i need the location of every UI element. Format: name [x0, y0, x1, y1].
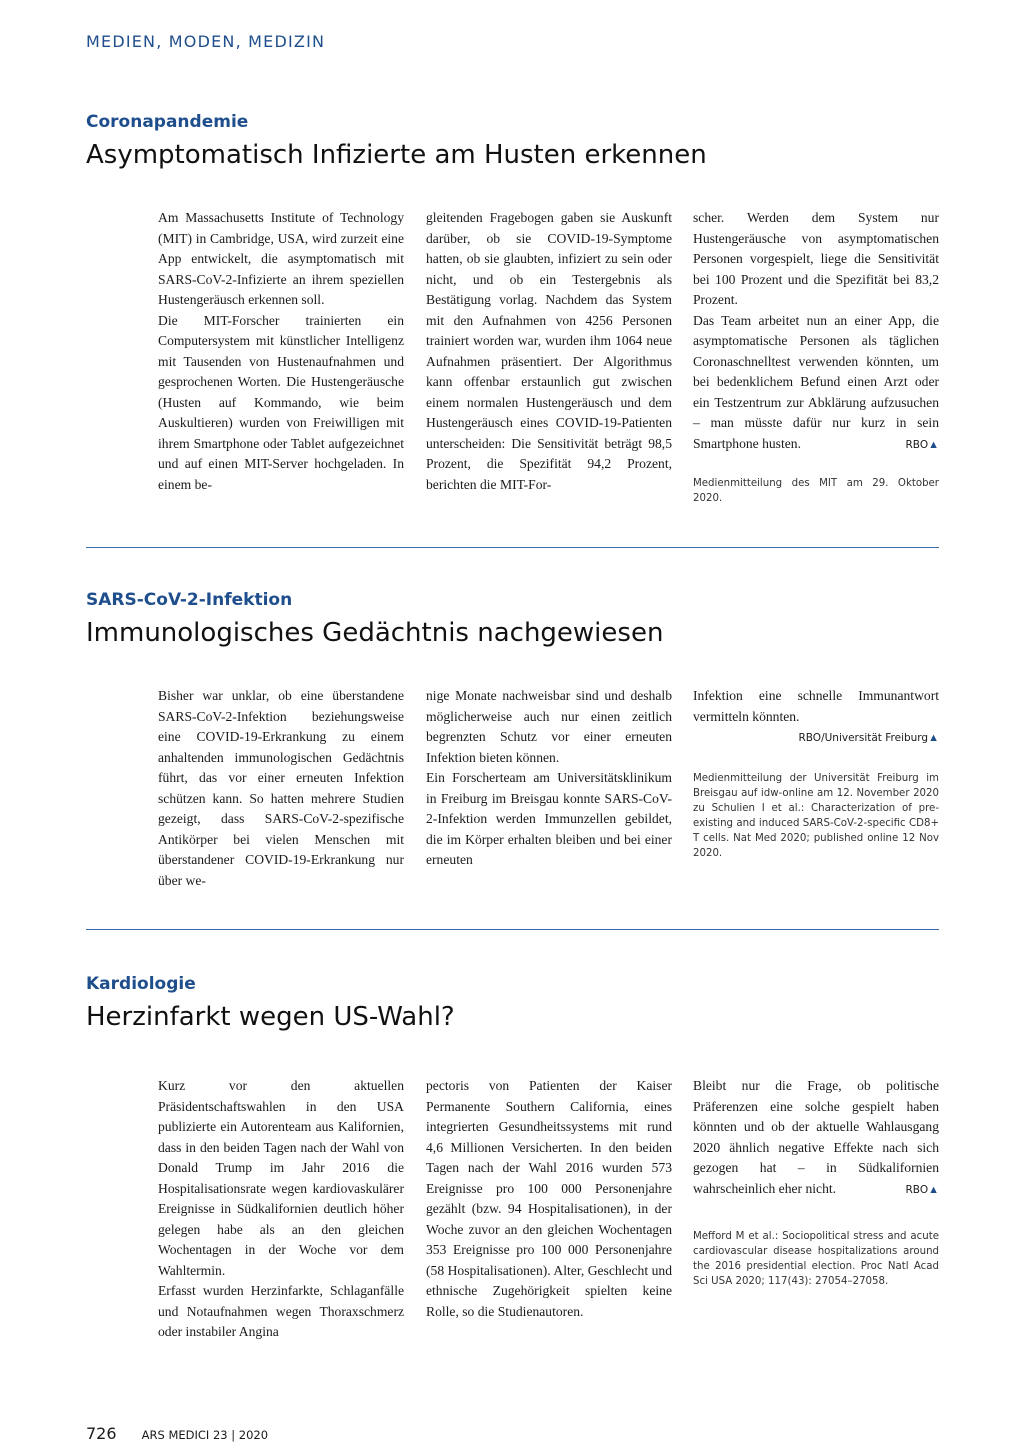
author-tag	[693, 727, 939, 749]
source-note: Mefford M et al.: Sociopolitical stress and acute cardiovascular disease hospitalizations around the 2016 presidential election. Proc Natl Acad Sci USA 2020; 117(43): 27054–27058.	[693, 1231, 939, 1287]
article-kicker: Kardiologie	[86, 974, 196, 994]
paragraph	[693, 311, 939, 455]
paragraph: gleitenden Fragebogen gaben sie Auskunft darüber, ob sie COVID-19-Symptome hatten, ob sie glaubten, infiziert zu sein oder nicht, und ob ein Testergebnis als Bestätigung vorlag. Nachdem das System mit den Aufnahmen von 4256 Personen trainiert worden war, wurden ihm 1064 neue Aufnahmen präsentiert. Der Algorithmus kann offenbar erstaunlich gut zwischen einem normalen Hustengeräusch und dem Hustengeräusch eines COVID-19-Patienten unterscheiden: Die Sensitivität beträgt 98,5 Prozent, die Spezifität 94,2 Prozent, berichten die MIT-For-	[426, 210, 672, 492]
article-kicker: Coronapandemie	[86, 112, 249, 132]
article-coronapandemie	[86, 112, 939, 504]
divider	[86, 929, 939, 930]
author-initials: RBO	[905, 438, 929, 451]
paragraph: scher. Werden dem System nur Hustengeräusche von asymptomatischen Personen vorgespielt, liege die Sensitivität bei 100 Prozent und die Spezifität bei 83,2 Prozent.	[693, 210, 939, 307]
author-tag	[906, 1179, 939, 1201]
author-initials: RBO/Universität Freiburg	[798, 732, 929, 744]
paragraph: Ein Forscherteam am Universitätsklinikum in Freiburg im Breisgau konnte SARS-CoV-2-Infektion werden Immunzellen gebildet, die im Körper erhalten bleiben und bei einer erneuten	[426, 770, 672, 867]
text-column-1	[158, 208, 404, 495]
paragraph: Am Massachusetts Institute of Technology (MIT) in Cambridge, USA, wird zurzeit eine App entwickelt, die asymptomatisch mit SARS-CoV-2-Infizierte an ihrem speziellen Hustengeräusch erkennen soll.	[158, 210, 404, 307]
divider	[86, 547, 939, 548]
text-column-1	[158, 1076, 404, 1343]
paragraph: Kurz vor den aktuellen Präsidentschaftswahlen in den USA publizierte ein Autorenteam aus Kalifornien, dass in den beiden Tagen nach der Wahl von Donald Trump im Jahr 2016 die Hospitalisationsrate wegen kardiovaskulärer Ereignisse in Südkalifornien deutlich höher gelegen habe als an den gleichen Wochentagen in der Woche vor dem Wahltermin.	[158, 1078, 404, 1278]
article-sars-cov-2	[86, 590, 939, 888]
article-title: Immunologisches Gedächtnis nachgewiesen	[86, 618, 664, 648]
paragraph	[693, 1076, 939, 1199]
article-title: Herzinfarkt wegen US-Wahl?	[86, 1002, 455, 1032]
text-column-2	[426, 686, 672, 871]
text-column-3	[693, 208, 939, 506]
paragraph: Die MIT-Forscher trainierten ein Computersystem mit künstlicher Intelligenz mit Tausenden von Hustenaufnahmen und gesprochenen Worten. Die Hustengeräusche (Husten auf Kommando, wie beim Auskultieren) wurden von Freiwilligen mit ihrem Smartphone oder Tablet aufgezeichnet und auf einen MIT-Server hochgeladen. In einem be-	[158, 312, 404, 492]
paragraph: Erfasst wurden Herzinfarkte, Schlaganfälle und Notaufnahmen wegen Thoraxschmerz oder instabiler Angina	[158, 1283, 404, 1339]
section-header: MEDIEN, MODEN, MEDIZIN	[86, 32, 326, 51]
text-column-1	[158, 686, 404, 891]
paragraph: Bisher war unklar, ob eine überstandene SARS-CoV-2-Infektion beziehungsweise eine COVID-19-Erkrankung zu einem anhaltenden immunologischen Gedächtnis führt, das vor einer erneuten Infektion schützen kann. So hatten mehrere Studien gezeigt, dass SARS-CoV-2-spezifische Antikörper bei vielen Menschen mit überstandener COVID-19-Erkrankung nur über we-	[158, 688, 404, 888]
paragraph-text: Bleibt nur die Frage, ob politische Präferenzen eine solche gespielt haben könnten und ob der aktuelle Wahlausgang 2020 ähnlich negative Effekte nach sich gezogen hat – in Südkalifornien wahrscheinlich eher nicht.	[693, 1078, 939, 1196]
text-column-3	[693, 1076, 939, 1289]
paragraph: nige Monate nachweisbar sind und deshalb möglicherweise auch nur einen zeitlich begrenzten Schutz vor einer erneuten Infektion bieten können.	[426, 688, 672, 765]
paragraph-text: Das Team arbeitet nun an einer App, die asymptomatische Personen als täglichen Coronaschnelltest verwenden könnten, um bei bedenklichem Befund einen Arzt oder ein Testzentrum zur Abklärung aufzusuchen – man müsste dafür nur kurz in sein Smartphone husten.	[693, 312, 939, 451]
text-column-2	[426, 208, 672, 495]
article-title: Asymptomatisch Infizierte am Husten erkennen	[86, 140, 707, 170]
author-initials: RBO	[905, 1183, 929, 1196]
paragraph: pectoris von Patienten der Kaiser Permanente Southern California, eines integrierten Gesundheitssystems mit rund 4,6 Millionen Versicherten. In den beiden Tagen nach der Wahl 2016 wurden 573 Ereignisse pro 100 000 Personenjahre gezählt (bzw. 94 Hospitalisationen), in der Woche zuvor an den gleichen Wochentagen 353 Ereignisse pro 100 000 Personenjahre (58 Hospitalisationen). Alter, Geschlecht und ethnische Zugehörigkeit spielten keine Rolle, so die Studienautoren.	[426, 1078, 672, 1319]
source-note: Medienmitteilung der Universität Freiburg im Breisgau auf idw-online am 12. November 2020 zu Schulien I et al.: Characterization of pre-existing and induced SARS-CoV-2-specific CD8+ T cells. Nat Med 2020; published online 12 Nov 2020.	[693, 772, 939, 859]
text-column-2	[426, 1076, 672, 1322]
author-tag	[906, 434, 939, 456]
page-number: 726	[86, 1424, 117, 1443]
paragraph: Infektion eine schnelle Immunantwort vermitteln könnten.	[693, 688, 939, 724]
page-footer	[86, 1424, 268, 1443]
article-kicker: SARS-CoV-2-Infektion	[86, 590, 293, 610]
text-column-3	[693, 686, 939, 861]
triangle-icon: ▲	[928, 732, 939, 744]
article-kardiologie	[86, 974, 939, 1339]
triangle-icon: ▲	[928, 1183, 939, 1196]
source-note: Medienmitteilung des MIT am 29. Oktober 2020.	[693, 478, 939, 504]
journal-issue: ARS MEDICI 23 | 2020	[141, 1428, 269, 1442]
triangle-icon: ▲	[928, 438, 939, 451]
